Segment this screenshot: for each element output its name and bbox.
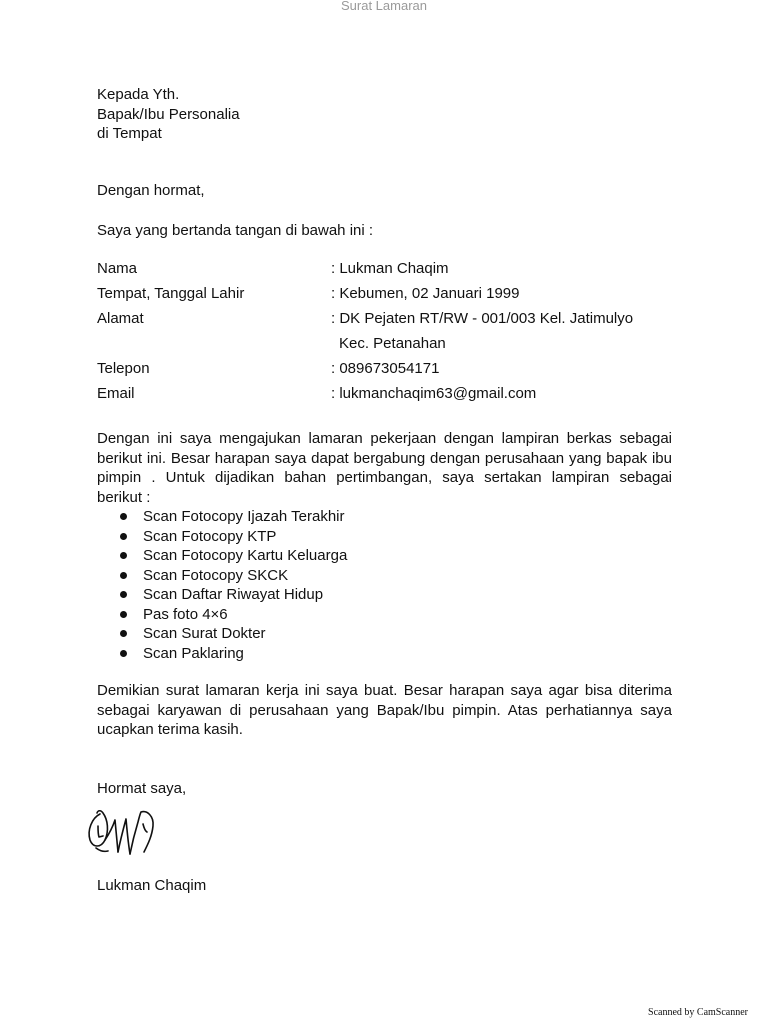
info-label-ttl: Tempat, Tanggal Lahir [97,285,245,302]
info-row-alamat [97,309,697,329]
scanner-footer: Scanned by CamScanner [648,1007,748,1018]
info-label-alamat: Alamat [97,310,144,327]
body-line-4: berikut : [97,488,151,506]
info-label-nama: Nama [97,260,138,277]
list-item-text: Scan Fotocopy KTP [143,527,277,545]
greeting: Dengan hormat, [97,182,205,199]
bullet-icon [120,650,127,657]
info-row-alamat-cont [97,334,697,354]
list-item [97,644,497,664]
bullet-icon [120,533,127,540]
recipient-line-2: Bapak/Ibu Personalia [97,105,240,123]
intro-text: Saya yang bertanda tangan di bawah ini : [97,222,374,239]
info-value-alamat: : DK Pejaten RT/RW - 001/003 Kel. Jatimulyo [331,310,634,327]
signer-name: Lukman Chaqim [97,877,207,894]
info-value-telepon: : 089673054171 [331,360,440,377]
body-line-1: Dengan ini saya mengajukan lamaran pekerjaan dengan lampiran berkas sebagai [97,430,672,447]
list-item-text: Scan Daftar Riwayat Hidup [143,586,324,603]
page-header-title: Surat Lamaran [341,0,427,13]
recipient-line-3: di Tempat [97,125,162,142]
bullet-icon [120,513,127,520]
attachment-list [97,507,497,663]
closing-line-3: ucapkan terima kasih. [97,721,243,738]
bullet-icon [120,552,127,559]
bullet-icon [120,572,127,579]
bullet-icon [120,611,127,618]
recipient-line-1: Kepada Yth. [97,86,180,103]
list-item-text: Scan Fotocopy Kartu Keluarga [143,547,348,564]
info-label-email: Email [97,385,135,402]
info-row-email [97,384,697,404]
closing-line-1: Demikian surat lamaran kerja ini saya buat. Besar harapan saya agar bisa diterima [97,682,672,699]
closing-paragraph [97,681,672,740]
signoff: Hormat saya, [97,780,187,797]
list-item-text: Pas foto 4×6 [143,605,228,623]
info-value-ttl: : Kebumen, 02 Januari 1999 [331,285,520,302]
list-item [97,527,497,547]
info-row-telepon [97,359,697,379]
info-value-nama: : Lukman Chaqim [331,260,449,277]
list-item [97,605,497,625]
list-item [97,507,497,527]
handwritten-signature [86,804,158,860]
list-item [97,566,497,586]
bullet-icon [120,591,127,598]
bullet-icon [120,630,127,637]
list-item-text: Scan Fotocopy SKCK [143,566,289,584]
info-row-ttl [97,284,697,304]
info-row-nama [97,259,697,279]
info-value-alamat-cont: Kec. Petanahan [339,335,446,352]
body-paragraph [97,429,672,507]
info-value-email: : lukmanchaqim63@gmail.com [331,385,537,402]
closing-line-2: sebagai karyawan di perusahaan yang Bapak/Ibu pimpin. Atas perhatiannya saya [97,701,672,719]
list-item-text: Scan Surat Dokter [143,625,266,642]
body-line-2: berikut ini. Besar harapan saya dapat bergabung dengan perusahaan yang bapak ibu [97,449,672,467]
list-item [97,546,497,566]
recipient-block [97,85,240,144]
list-item [97,624,497,644]
list-item [97,585,497,605]
list-item-text: Scan Paklaring [143,644,244,662]
list-item-text: Scan Fotocopy Ijazah Terakhir [143,508,345,525]
body-line-3: pimpin . Untuk dijadikan bahan pertimbangan, saya sertakan lampiran sebagai [97,469,672,486]
info-label-telepon: Telepon [97,360,150,377]
